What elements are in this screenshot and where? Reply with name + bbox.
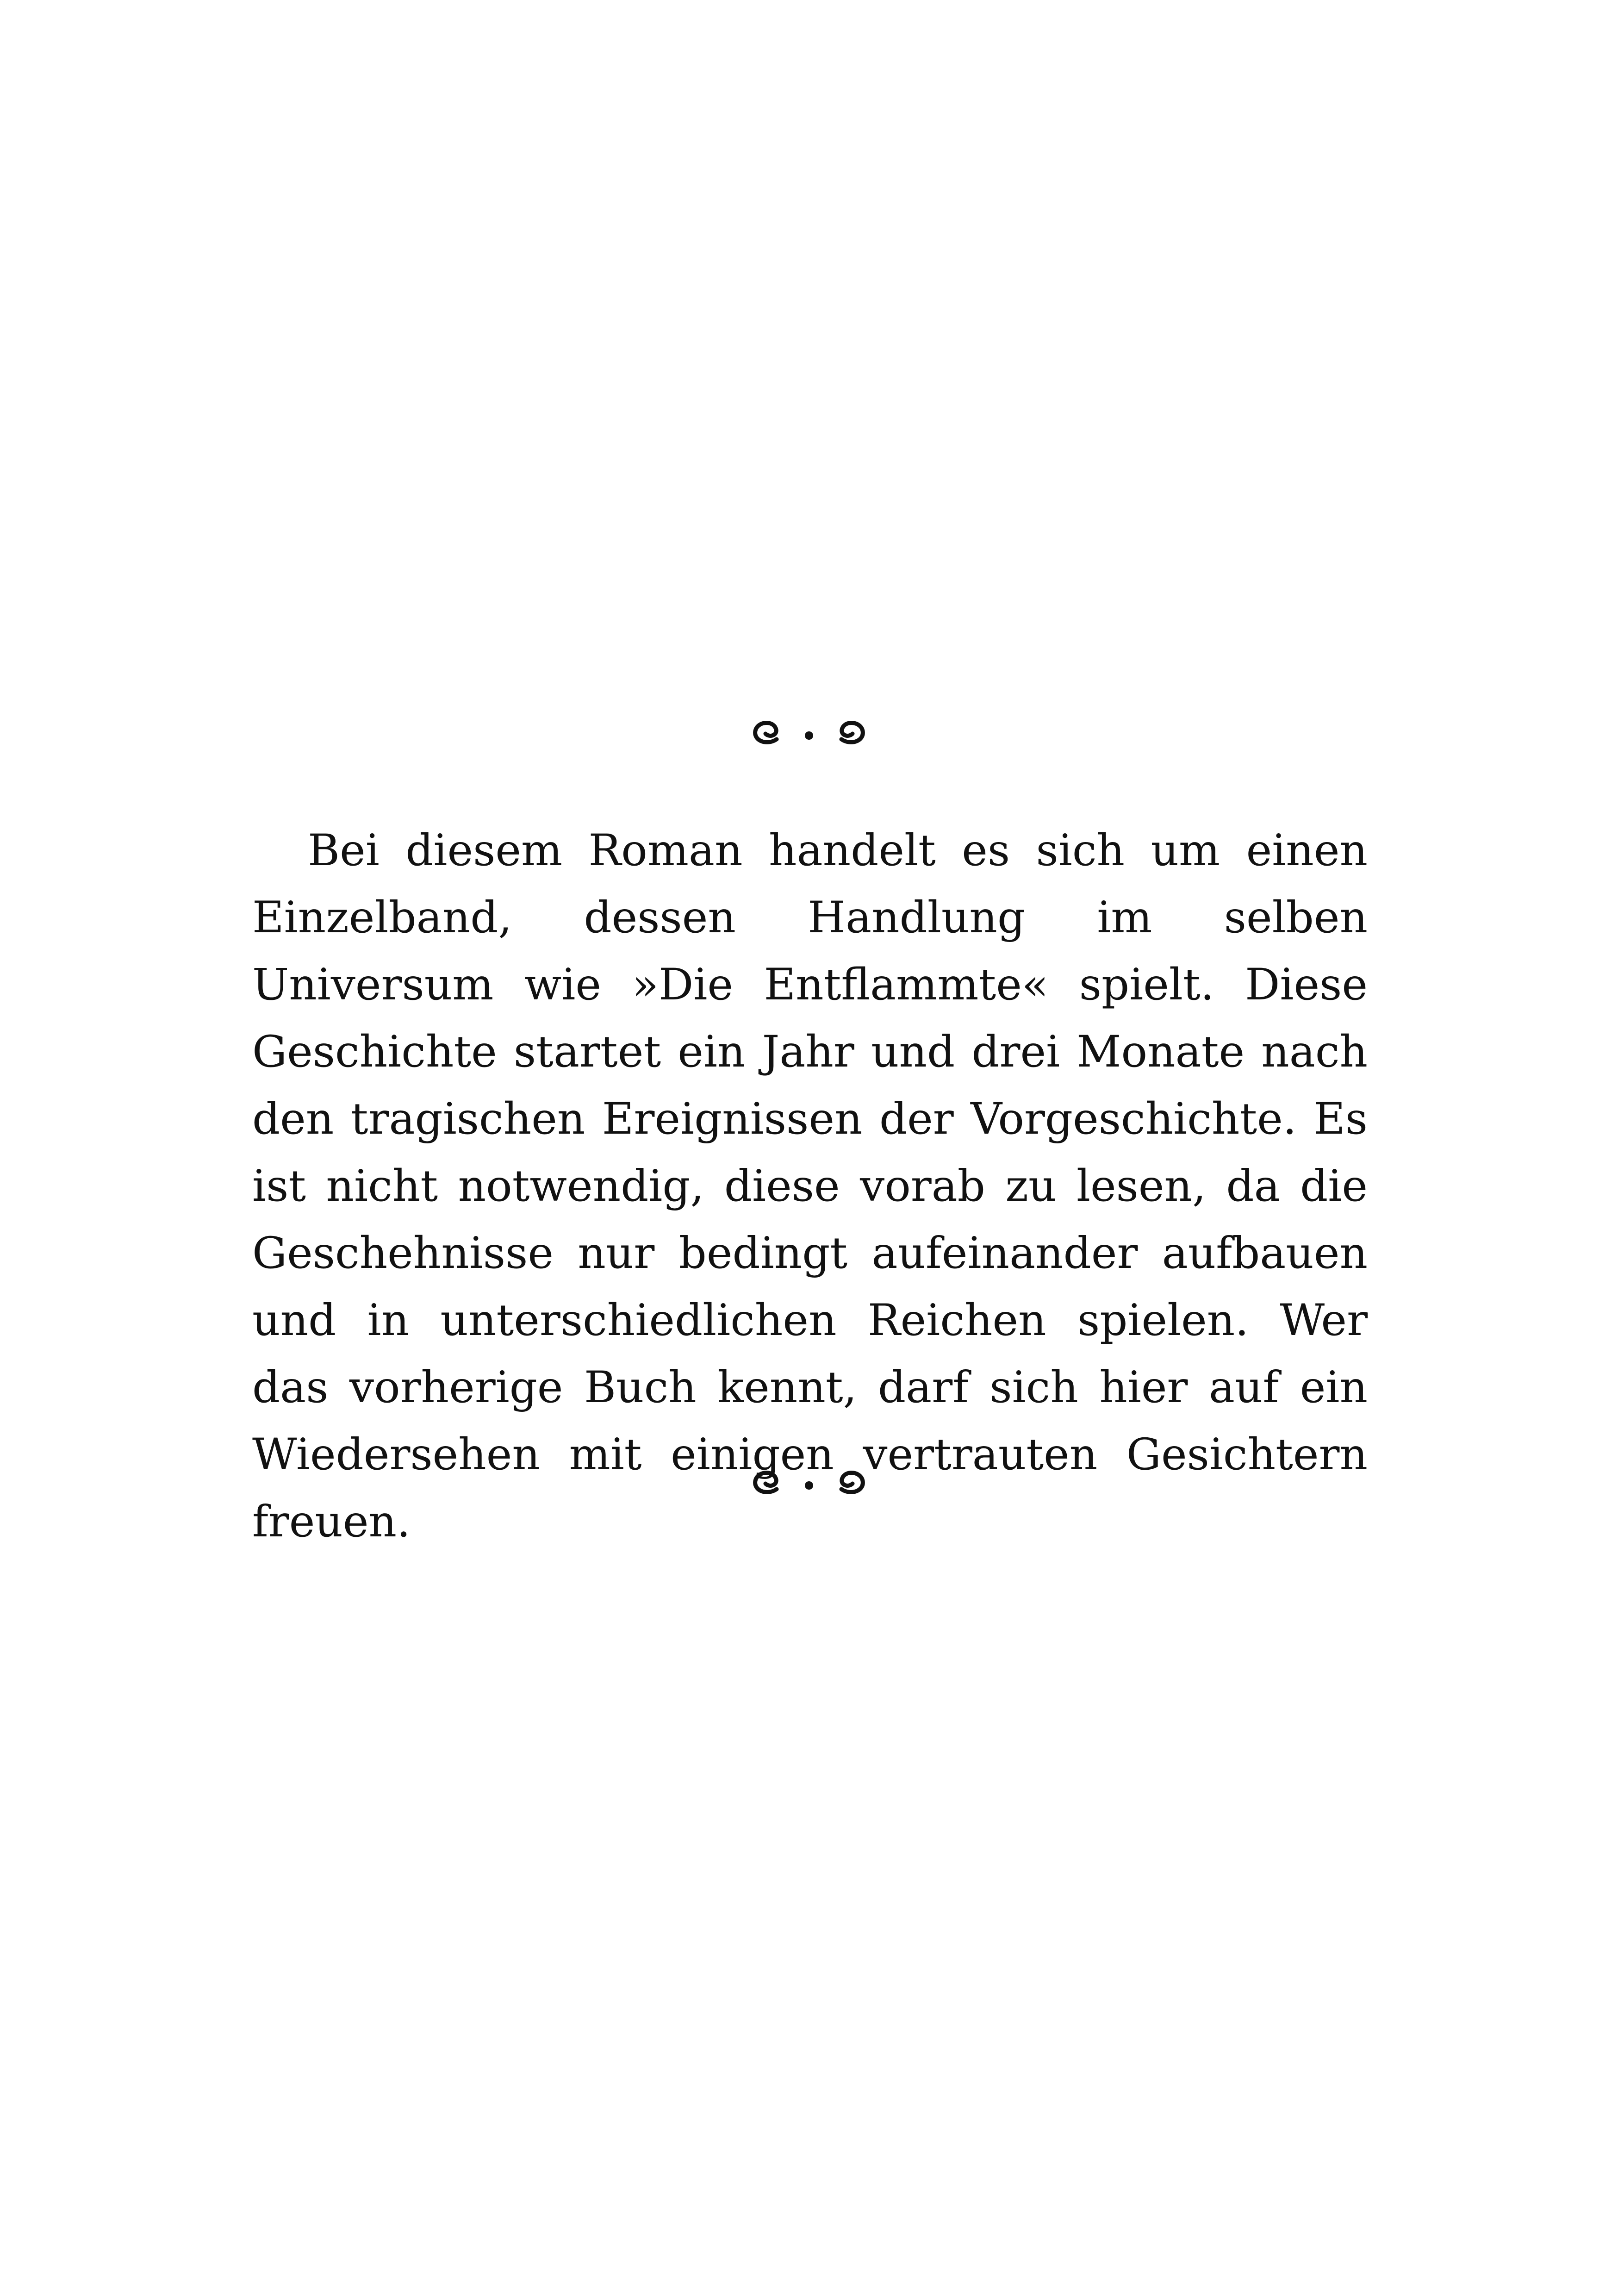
scroll-dot-scroll-icon <box>749 715 869 752</box>
scroll-dot-scroll-icon <box>749 1465 869 1502</box>
body-paragraph: Bei diesem Roman handelt es sich um einen Einzelband, dessen Handlung im selben Universum wie »Die Entflammte« spielt. Diese Geschichte startet ein Jahr und drei Monate nach den tragischen Ereignissen der Vorgeschichte. Es ist nicht notwendig, diese vorab zu lesen, da die Geschehnisse nur bedingt aufeinander aufbauen und in unterschiedlichen Reichen spielen. Wer das vorherige Buch kennt, darf sich hier auf ein Wiedersehen mit einigen vertrauten Gesichtern freuen. <box>252 825 1368 1547</box>
